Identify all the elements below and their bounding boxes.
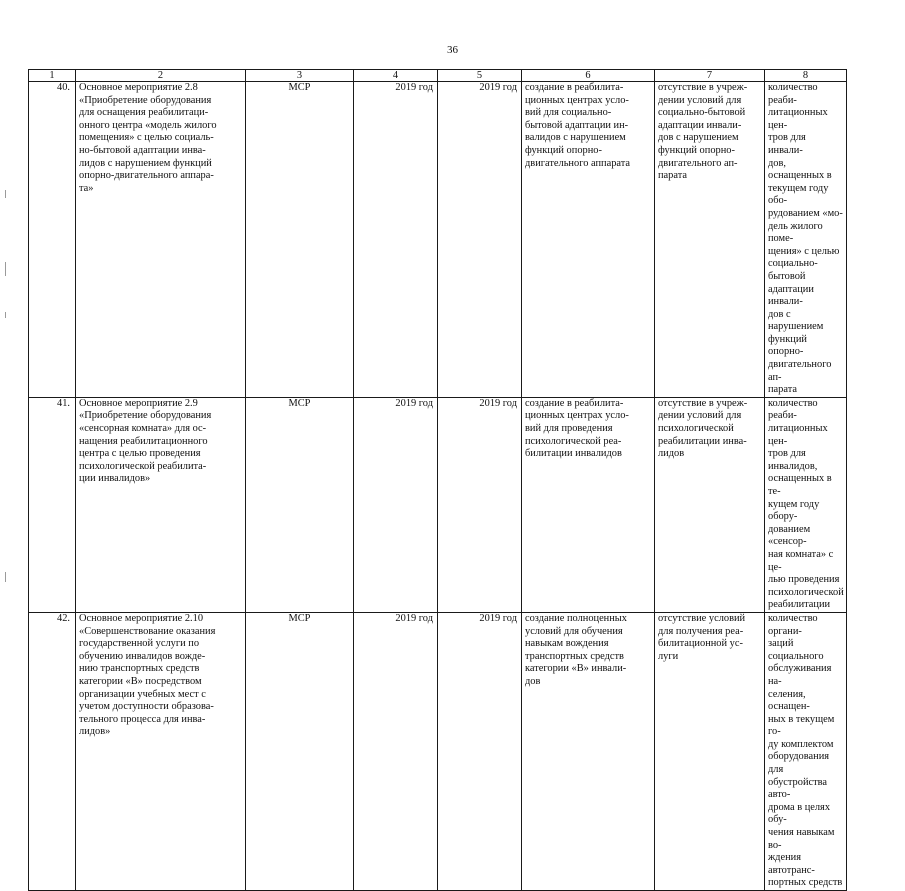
end-year: 2019 год [438, 397, 522, 612]
start-year: 2019 год [354, 397, 438, 612]
non-implementation-consequence: отсутствие в учреж- дении условий для социально-бытовой адаптации инвали- дов с нарушением функций опорно- двигательного ап- парата [655, 82, 765, 398]
scan-margin-mark [5, 572, 6, 582]
end-year: 2019 год [438, 612, 522, 890]
measure-name: Основное мероприятие 2.9 «Приобретение оборудования «сенсорная комната» для ос- нащения реабилитационного центра с целью проведения психологической реабилита- ции инвалидов» [76, 397, 246, 612]
expected-result: создание в реабилита- ционных центрах усло- вий для социально- бытовой адаптации ин- валидов с нарушением функций опорно- двигательного аппарата [522, 82, 655, 398]
row-number: 40. [29, 82, 76, 398]
measure-name: Основное мероприятие 2.10 «Совершенствование оказания государственной услуги по обучению инвалидов вожде- нию транспортных средств категории «В» посредством организации учебных мест с учетом доступности образова- тельного процесса для инва- лидов» [76, 612, 246, 890]
table-row [29, 612, 847, 890]
start-year: 2019 год [354, 612, 438, 890]
header-cell: 3 [246, 70, 354, 82]
header-cell: 2 [76, 70, 246, 82]
start-year: 2019 год [354, 82, 438, 398]
executor: МСР [246, 82, 354, 398]
expected-result: создание в реабилита- ционных центрах усло- вий для проведения психологической реа- билитации инвалидов [522, 397, 655, 612]
end-year: 2019 год [438, 82, 522, 398]
measures-table [28, 69, 847, 891]
indicator: количество реаби- литационных цен- тров для инвали- дов, оснащенных в текущем году обо- рудованием «мо- дель жилого поме- щения» с целью социально-бытовой адаптации инвали- дов с нарушением функций опорно- двигательного ап- парата [765, 82, 847, 398]
page-number: 36 [447, 44, 458, 56]
header-cell: 8 [765, 70, 847, 82]
scan-margin-mark [5, 262, 6, 276]
header-cell: 6 [522, 70, 655, 82]
non-implementation-consequence: отсутствие условий для получения реа- билитационной ус- луги [655, 612, 765, 890]
scan-margin-mark [5, 312, 6, 318]
non-implementation-consequence: отсутствие в учреж- дении условий для психологической реабилитации инва- лидов [655, 397, 765, 612]
header-cell: 1 [29, 70, 76, 82]
scan-margin-mark [5, 190, 6, 198]
table-row [29, 82, 847, 398]
row-number: 42. [29, 612, 76, 890]
header-cell: 5 [438, 70, 522, 82]
header-cell: 4 [354, 70, 438, 82]
indicator: количество органи- заций социального обслуживания на- селения, оснащен- ных в текущем го- ду комплектом оборудования для обустройства авто- дрома в целях обу- чения навыкам во- ждения автотранс- портных средств [765, 612, 847, 890]
executor: МСР [246, 397, 354, 612]
table-header-row [29, 70, 847, 82]
expected-result: создание полноценных условий для обучения навыкам вождения транспортных средств категории «В» инвали- дов [522, 612, 655, 890]
row-number: 41. [29, 397, 76, 612]
table-row [29, 397, 847, 612]
executor: МСР [246, 612, 354, 890]
indicator: количество реаби- литационных цен- тров для инвалидов, оснащенных в те- кущем году обору- дованием «сенсор- ная комната» с це- лью проведения психологической реабилитации [765, 397, 847, 612]
header-cell: 7 [655, 70, 765, 82]
measure-name: Основное мероприятие 2.8 «Приобретение оборудования для оснащения реабилитаци- онного центра «модель жилого помещения» с целью социаль- но-бытовой адаптации инва- лидов с нарушением функций опорно-двигательного аппара- та» [76, 82, 246, 398]
